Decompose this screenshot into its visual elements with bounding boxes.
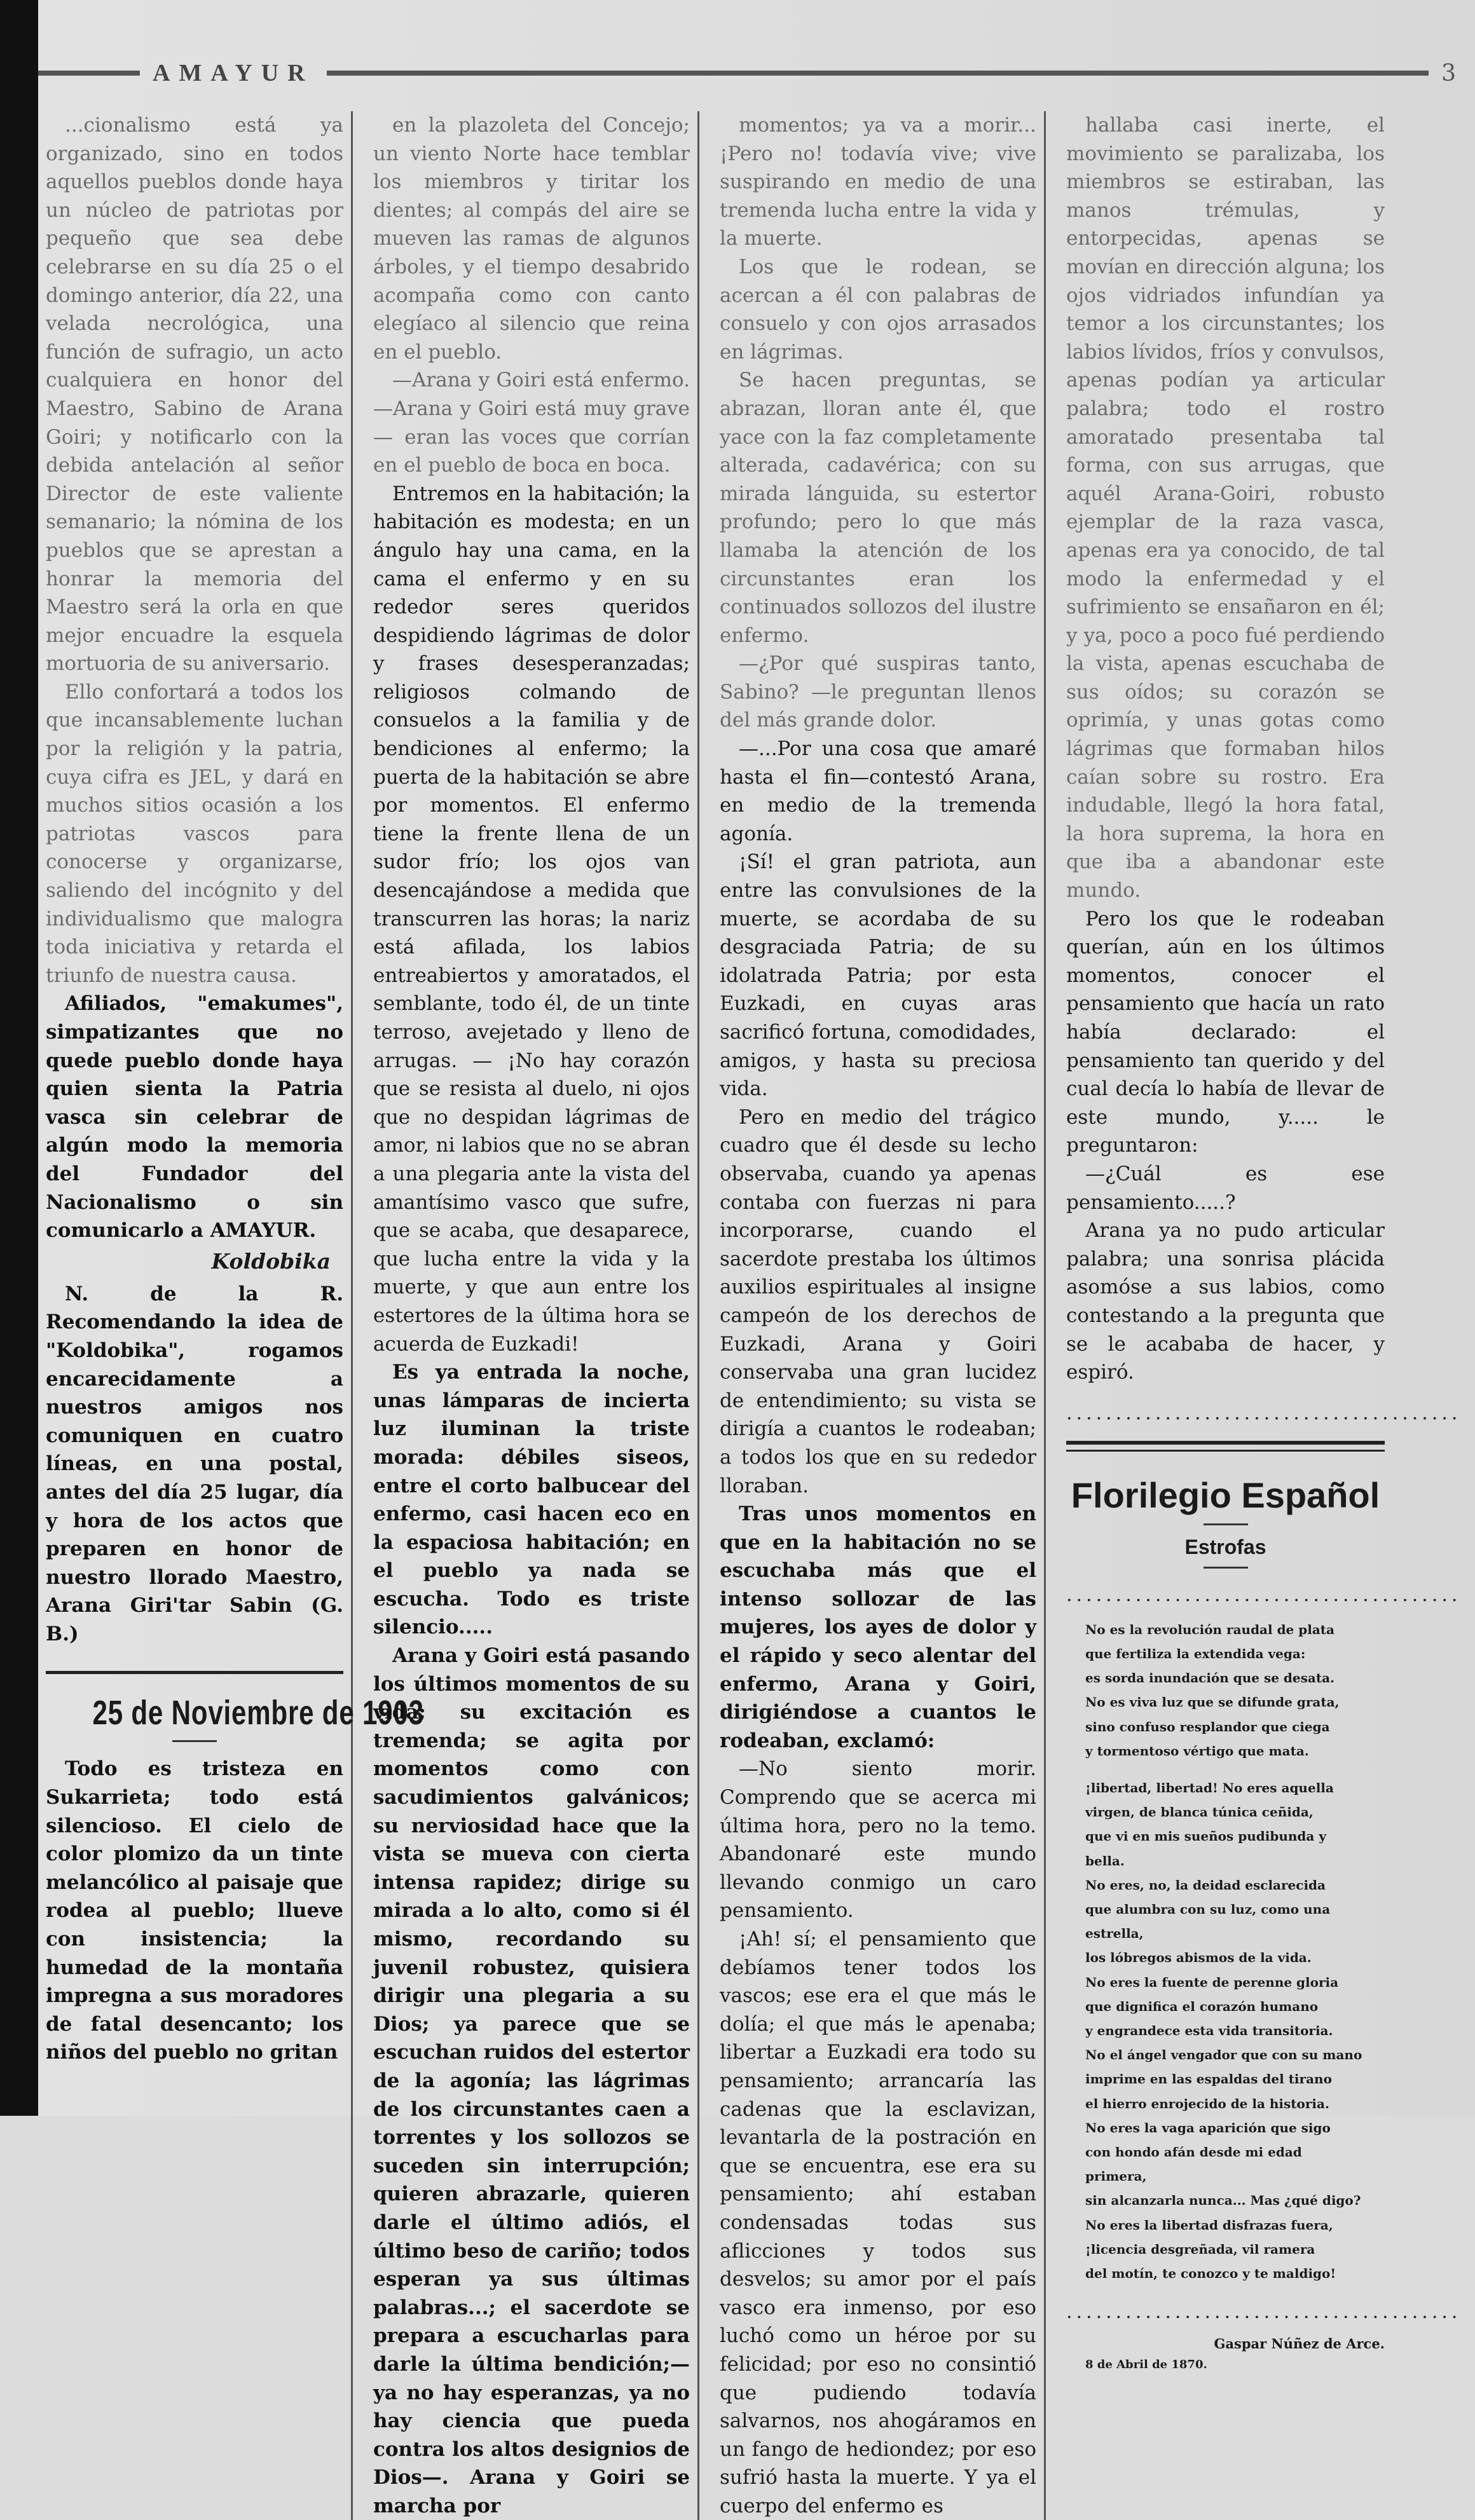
col4-faded-block <box>1066 111 1385 905</box>
column-2 <box>366 111 699 2520</box>
col2-paragraph: en la plazoleta del Concejo; un viento Norte hace temblar los miembros y tiritar los dientes; al compás del aire se mueven las ramas de algunos árboles, y el tiempo desabrido acompaña como con canto elegíaco al silencio que reina en el pueblo. <box>373 114 690 364</box>
poem-line: que dignifica el corazón humano <box>1085 1998 1319 2014</box>
col4-paragraph: Arana ya no pudo articular palabra; una sonrisa plácida asomóse a sus labios, como contestando a la pregunta que se le acababa de hacer, y espiró. <box>1066 1219 1385 1384</box>
col4-paragraph: —¿Cuál es ese pensamiento.....? <box>1066 1162 1385 1214</box>
col1-paragraph: Ello confortará a todos los que incansablemente luchan por la religión y la patria, cuya cifra es JEL, y dará en muchos sitios ocasión a los patriotas vascos para conocerse y organizarse, saliendo del incógnito y del individualismo que malogra toda iniciativa y retarda el triunfo de nuestra causa. <box>46 680 343 987</box>
poem-line: del motín, te conozco y te maldigo! <box>1085 2266 1336 2281</box>
poem-author: Gaspar Núñez de Arce. <box>1214 2336 1385 2352</box>
article-columns <box>38 111 1462 2517</box>
poem-line: No es la revolución raudal de plata <box>1085 1621 1334 1637</box>
dotted-separator: ........................................ <box>1066 1401 1462 1424</box>
poem-line: No eres la vaga aparición que sigo <box>1085 2120 1331 2135</box>
col1-paragraph: Todo es tristeza en Sukarrieta; todo está silencioso. El cielo de color plomizo da un tinte melancólico al paisaje que rodea al pueblo; llueve con insistencia; la humedad de la montaña impregna a sus moradores de fatal desencanto; los niños del pueblo no gritan <box>46 1757 343 2064</box>
signature: Koldobika <box>211 1248 331 1274</box>
col1-bold-block <box>46 990 343 1244</box>
poem-line: ¡licencia desgreñada, vil ramera <box>1085 2241 1315 2257</box>
poem-line: No eres la fuente de perenne gloria <box>1085 1974 1339 1990</box>
column-4 <box>1059 111 1462 2520</box>
poem-line: No eres, no, la deidad esclarecida <box>1085 1877 1326 1893</box>
poem-date: 8 de Abril de 1870. <box>1085 2358 1207 2372</box>
masthead-rule-right <box>327 71 1429 76</box>
col3-bold-block <box>720 1500 1036 1755</box>
col1-paragraph: Afiliados, "emakumes", simpatizantes que no quede pueblo donde haya quien sienta la Patria vasca sin celebrar de algún modo la memoria del Fundador del Nacionalismo o sin comunicarlo a AMAYUR. <box>46 992 343 1243</box>
poem-separator: ........................................ <box>1066 1583 1462 1606</box>
double-rule <box>1066 1441 1385 1452</box>
section-title: Florilegio Español <box>1071 1475 1380 1515</box>
poem-line: los lóbregos abismos de la vida. <box>1085 1950 1312 1966</box>
col1-after-heading <box>46 1755 343 2067</box>
poem-line: imprime en las espaldas del tirano <box>1085 2071 1332 2087</box>
poem-line: con hondo afán desde mi edad primera, <box>1085 2144 1302 2184</box>
masthead <box>38 51 1456 95</box>
col3-paragraph: —...Por una cosa que amaré hasta el fin—contestó Arana, en medio de la tremenda agonía. <box>720 737 1036 845</box>
poem-line: sino confuso resplandor que ciega <box>1085 1719 1330 1734</box>
col3-paragraph: momentos; ya va a morir... ¡Pero no! todavía vive; vive suspirando en medio de una tremenda lucha entre la vida y la muerte. <box>720 114 1036 250</box>
col3-paragraph: Los que le rodean, se acercan a él con palabras de consuelo y con ojos arrasados en lágrimas. <box>720 255 1036 364</box>
poem-line: No eres la libertad disfrazas fuera, <box>1085 2217 1333 2233</box>
poem-line: el hierro enrojecido de la historia. <box>1085 2095 1329 2111</box>
col2-paragraph: —Arana y Goiri está enfermo. —Arana y Goiri está muy grave— eran las voces que corrían en el pueblo de boca en boca. <box>373 369 690 477</box>
col3-paragraph: Tras unos momentos en que en la habitación no se escuchaba más que el intenso sollozar de las mujeres, los ayes de dolor y el rápido y seco alentar del enfermo, Arana y Goiri, dirigiéndose a cuantos le rodeaban, exclamó: <box>720 1502 1036 1752</box>
col2-bold-block <box>373 1358 690 2520</box>
col3-paragraph: Se hacen preguntas, se abrazan, lloran ante él, que yace con la faz completamente alterada, cadavérica; con su mirada lánguida, su estertor profundo; pero lo que más llamaba la atención de los circunstantes eran los continuados sollozos del ilustre enfermo. <box>720 369 1036 647</box>
col3-paragraph: —¿Por qué suspiras tanto, Sabino? —le preguntan llenos del más grande dolor. <box>720 652 1036 732</box>
poem-line: No es viva luz que se difunde grata, <box>1085 1694 1340 1710</box>
col1-faded-block <box>46 111 343 990</box>
page-number: 3 <box>1441 60 1456 86</box>
col4-paragraph: hallaba casi inerte, el movimiento se paralizaba, los miembros se estiraban, las manos trémulas, y entorpecidas, apenas se movían en dirección alguna; los ojos vidriados infundían ya temor a los circunstantes; los labios lívidos, fríos y convulsos, apenas podían ya articular palabra; todo el rostro amoratado presentaba tal forma, con sus arrugas, que aquél Arana-Goiri, robusto ejemplar de la raza vasca, apenas era ya conocido, de tal modo la enfermedad y el sufrimiento se ensañaron en él; y ya, poco a poco fué perdiendo la vista, apenas escuchaba de sus oídos; su corazón se oprimía, y unas gotas como lágrimas que formaban hilos caían sobre su rostro. Era indudable, llegó la hora fatal, la hora suprema, la hora en que iba a abandonar este mundo. <box>1066 114 1385 902</box>
poem-line: sin alcanzarla nunca... Mas ¿qué digo? <box>1085 2193 1361 2209</box>
poem-line: y engrandece esta vida transitoria. <box>1085 2022 1333 2038</box>
poem-line: y tormentoso vértigo que mata. <box>1085 1743 1309 1759</box>
col2-paragraph: Arana y Goiri está pasando los últimos momentos de su vida; su excitación es tremenda; se agita por momentos como con sacudimientos galvánicos; su nerviosidad hace que la vista se mueva con cierta intensa rapidez; dirige su mirada a lo alto, como si él mismo, recordando su juvenil robustez, quisiera dirigir una plegaria a su Dios; ya parece que se escuchan ruidos del estertor de la agonía; las lágrimas de los circunstantes caen a torrentes y los sollozos se suceden sin interrupción; quieren abrazarle, quieren darle el último adiós, el último beso de cariño; todos esperan ya sus últimas palabras...; el sacerdote se prepara a escucharlas para darle la última bendición;— ya no hay esperanzas, ya no hay ciencia que pueda contra los altos designios de Dios—. Arana y Goiri se marcha por <box>373 1644 690 2517</box>
col3-faded-block <box>720 111 1036 735</box>
poem-line: que fertiliza la extendida vega: <box>1085 1645 1306 1661</box>
masthead-rule-left <box>38 71 140 76</box>
poem-line: virgen, de blanca túnica ceñida, <box>1085 1804 1314 1820</box>
masthead-title: AMAYUR <box>153 60 314 86</box>
column-1 <box>38 111 424 2520</box>
col3-paragraph: —No siento morir. Comprendo que se acerca mi última hora, pero no la temo. Abandonaré este mundo llevando conmigo un caro pensamiento. <box>720 1757 1036 1923</box>
col3-paragraph: Pero en medio del trágico cuadro que él desde su lecho observaba, cuando ya apenas contaba con fuerzas ni para incorporarse, cuando el sacerdote prestaba los últimos auxilios espirituales al insigne campeón de los derechos de Euzkadi, Arana y Goiri conservaba una gran lucidez de entendimiento; su vista se dirigía a cuantos le rodeaban; a todos los que en su rededor lloraban. <box>720 1105 1036 1497</box>
heading-ornament <box>172 1740 217 1742</box>
section-subtitle: Estrofas <box>1184 1535 1266 1558</box>
date-heading: 25 de Noviembre de 1903 <box>92 1694 424 1733</box>
col3-paragraph: ¡Ah! sí; el pensamiento que debíamos tener todos los vascos; ese era el que más le dolía; el que más le apenaba; libertar a Euzkadi era todo su pensamiento; arrancaría las cadenas que la esclavizan, levantarla de la postración en que se encuentra, ese era su pensamiento; ahí estaban condensadas todas sus aflicciones y todos sus desvelos; su amor por el país vasco era inmenso, por eso luchó como un héroe por su felicidad; por eso no consintió que pudiendo todavía salvarnos, nos ahogáramos en un fango de hediondez; por eso sufrió hasta la muerte. Y ya el cuerpo del enfermo es <box>720 1928 1036 2517</box>
column-3 <box>712 111 1046 2520</box>
title-ornament <box>1204 1523 1248 1525</box>
poem-line: que vi en mis sueños pudibunda y bella. <box>1085 1829 1326 1869</box>
poem-end-separator: ........................................ <box>1066 2301 1462 2324</box>
subtitle-ornament <box>1204 1567 1248 1569</box>
col4-paragraph: Pero los que le rodeaban querían, aún en los últimos momentos, conocer el pensamiento que hacía un rato había declarado: el pensamiento tan querido y del cual decía lo había de llevar de este mundo, y..... le preguntaron: <box>1066 907 1385 1157</box>
col2-faded-block <box>373 111 690 480</box>
poem-line: que alumbra con su luz, como una estrella, <box>1085 1901 1331 1942</box>
col1-paragraph: ...cionalismo está ya organizado, sino en todos aquellos pueblos donde haya un núcleo de patriotas por pequeño que sea debe celebrarse en su día 25 o el domingo anterior, día 22, una velada necrológica, una función de sufragio, un acto cualquiera en honor del Maestro, Sabino de Arana Goiri; y notificarlo con la debida antelación al señor Director de este valiente semanario; la nómina de los pueblos que se aprestan a honrar la memoria del Maestro será la orla en que mejor encuadre la esquela mortuoria de su aniversario. <box>46 114 343 676</box>
poem-line: ¡libertad, libertad! No eres aquella <box>1085 1780 1334 1795</box>
col2-paragraph: Entremos en la habitación; la habitación es modesta; en un ángulo hay una cama, en la cama el enfermo y en su rededor seres queridos despidiendo lágrimas de dolor y frases desesperanzadas; religiosos colmando de consuelos a la familia y de bendiciones al enfermo; la puerta de la habitación se abre por momentos. El enfermo tiene la frente llena de un sudor frío; los ojos van desencajándose a medida que transcurren las horas; la nariz está afilada, los labios entreabiertos y amoratados, el semblante, todo él, de un tinte terroso, avejetado y lleno de arrugas. — ¡No hay corazón que se resista al duelo, ni ojos que no despidan lágrimas de amor, ni labios que no se abran a una plegaria ante la vista del amantísimo vasco que sufre, que se acaba, que desaparece, que lucha entre la vida y la muerte, y que aun entre los estertores de la última hora se acuerda de Euzkadi! <box>373 482 690 1356</box>
date-heading-block <box>46 1671 424 1742</box>
col2-paragraph: Es ya entrada la noche, unas lámparas de incierta luz iluminan la triste morada: débiles siseos, entre el corto balbucear del enfermo, casi hacen eco en la espaciosa habitación; en el pueblo ya nada se escucha. Todo es triste silencio..... <box>373 1361 690 1639</box>
poem <box>1066 1618 1385 2285</box>
editor-note-block <box>46 1280 343 1649</box>
poem-stanza-gap <box>1085 1763 1366 1776</box>
poem-line: es sorda inundación que se desata. <box>1085 1670 1335 1686</box>
poem-line: No el ángel vengador que con su mano <box>1085 2047 1362 2063</box>
editor-note: N. de la R. Recomendando la idea de "Koldobika", rogamos encarecidamente a nuestros amigos nos comuniquen en cuatro líneas, en una postal, antes del día 25 lugar, día y hora de los actos que preparen en honor de nuestro llorado Maestro, Arana Giri'tar Sabin (G. B.) <box>46 1282 343 1645</box>
col3-paragraph: ¡Sí! el gran patriota, aun entre las convulsiones de la muerte, se acordaba de su desgraciada Patria; de su idolatrada Patria; por esta Euzkadi, en cuyas aras sacrificó fortuna, comodidades, amigos, y hasta su preciosa vida. <box>720 850 1036 1101</box>
